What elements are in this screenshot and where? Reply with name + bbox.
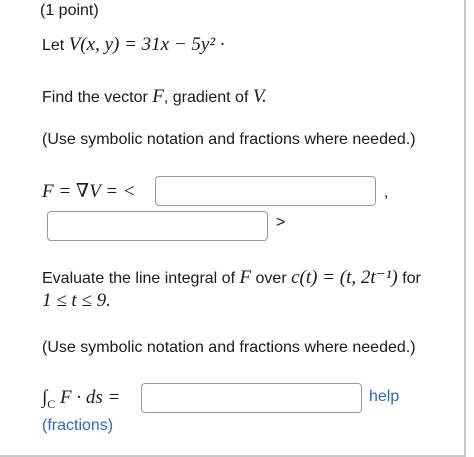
gradient-lhs [42,180,136,203]
comma-separator: , [384,184,389,201]
find-prefix: Find the vector [42,89,148,106]
v-symbol: V. [252,86,267,107]
evaluate-for: for [402,270,421,287]
v-definition: V(x, y) = 31x − 5y² · [68,34,225,55]
integral-expression: $\int_C$ F · ds = [42,387,121,411]
points-label: (1 point) [40,2,99,19]
gradient-y-input[interactable] [47,211,268,241]
evaluate-prompt [42,266,421,289]
help-link[interactable]: help [369,388,400,405]
instructions-2: (Use symbolic notation and fractions where needed.) [42,339,416,356]
f-symbol: F [152,86,164,107]
evaluate-prefix: Evaluate the line integral of [42,270,236,287]
fractions-help-link[interactable]: (fractions) [42,417,114,434]
range-expression: 1 ≤ t ≤ 9. [42,290,111,311]
evaluate-mid: over [255,270,287,287]
gradient-expression: F = ∇V = < [42,181,136,202]
integral-lhs [42,387,120,409]
close-angle: > [276,214,286,231]
integral-answer-input[interactable] [141,383,362,413]
parameter-range [42,290,111,312]
function-definition [42,34,225,56]
find-gradient-prompt [42,86,267,108]
let-word: Let [42,37,65,54]
instructions-1: (Use symbolic notation and fractions where needed.) [42,131,416,148]
f-symbol-2: F [239,267,252,288]
curve-definition: c(t) = (t, 2t⁻¹) [291,267,398,288]
find-mid: , gradient of [163,89,249,106]
gradient-x-input[interactable] [155,176,376,206]
